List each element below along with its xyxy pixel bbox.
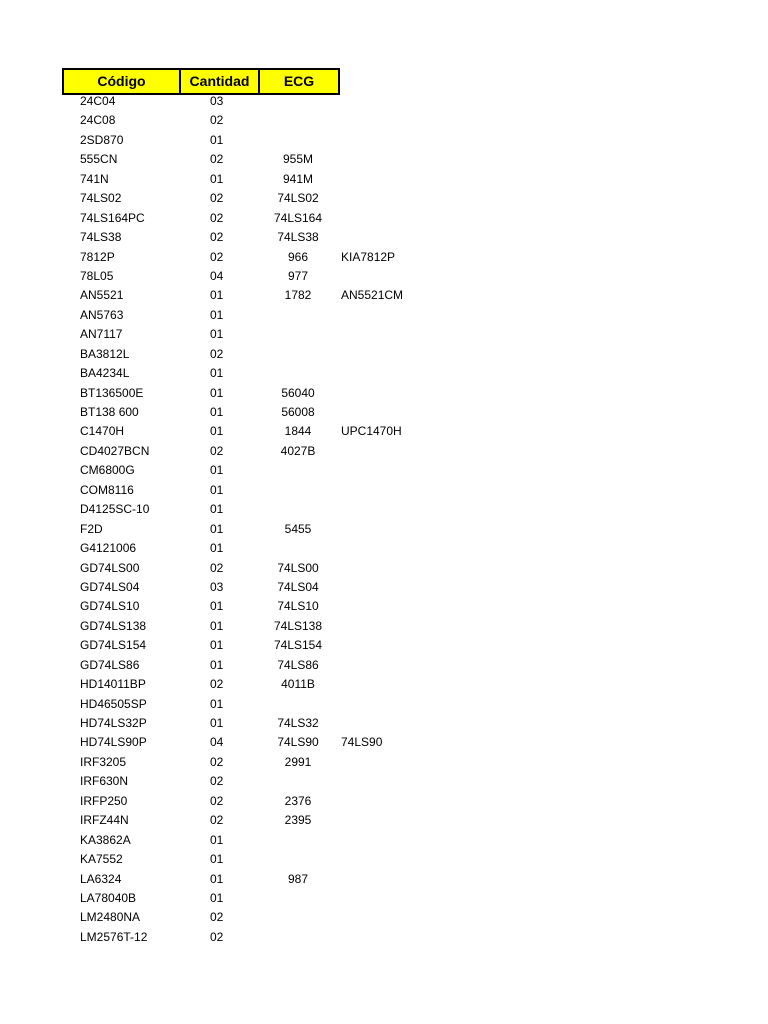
- cell-ecg: [258, 364, 338, 383]
- cell-codigo: G4121006: [80, 541, 137, 556]
- cell-cantidad: 01: [210, 541, 224, 556]
- table-row: [62, 831, 458, 850]
- cell-extra: [338, 811, 458, 830]
- cell-codigo: LM2480NA: [80, 910, 141, 925]
- cell-cantidad: 02: [210, 813, 224, 828]
- cell-ecg: [258, 481, 338, 500]
- cell-extra: [338, 92, 458, 111]
- cell-extra: [338, 111, 458, 130]
- cell-codigo: 74LS38: [80, 230, 122, 245]
- cell-extra: [338, 325, 458, 344]
- cell-ecg: 1844: [284, 424, 312, 439]
- cell-cantidad: 02: [210, 560, 224, 575]
- cell-extra: [338, 559, 458, 578]
- cell-ecg: 74LS02: [277, 191, 319, 206]
- cell-codigo: GD74LS04: [80, 579, 140, 594]
- cell-codigo: IRFP250: [80, 793, 128, 808]
- cell-ecg: [258, 539, 338, 558]
- header-codigo: Código: [64, 70, 181, 93]
- cell-ecg: 4011B: [281, 677, 315, 692]
- cell-ecg: 74LS154: [273, 638, 323, 653]
- table-row: [62, 908, 458, 927]
- cell-ecg: 2991: [284, 754, 312, 769]
- cell-codigo: BT136500E: [80, 385, 144, 400]
- cell-extra: [338, 228, 458, 247]
- cell-cantidad: 01: [210, 696, 224, 711]
- table-row: [62, 306, 458, 325]
- cell-extra: [338, 345, 458, 364]
- cell-cantidad: 01: [210, 385, 224, 400]
- table-row: [62, 578, 458, 597]
- cell-extra: KIA7812P: [341, 249, 396, 264]
- cell-codigo: KA3862A: [80, 832, 131, 847]
- cell-extra: [338, 889, 458, 908]
- cell-ecg: 1782: [284, 288, 312, 303]
- table-row: [62, 695, 458, 714]
- table-row: [62, 597, 458, 616]
- cell-extra: AN5521CM: [341, 288, 404, 303]
- cell-ecg: [258, 461, 338, 480]
- cell-cantidad: 01: [210, 852, 224, 867]
- cell-cantidad: 01: [210, 366, 224, 381]
- table-row: [62, 792, 458, 811]
- cell-codigo: CD4027BCN: [80, 443, 150, 458]
- cell-cantidad: 01: [210, 482, 224, 497]
- table-row: [62, 170, 458, 189]
- cell-codigo: GD74LS138: [80, 618, 147, 633]
- cell-ecg: [258, 325, 338, 344]
- cell-extra: [338, 267, 458, 286]
- cell-extra: [338, 675, 458, 694]
- cell-ecg: 74LS164: [273, 210, 323, 225]
- cell-codigo: 741N: [80, 171, 109, 186]
- cell-cantidad: 01: [210, 307, 224, 322]
- cell-ecg: [258, 695, 338, 714]
- cell-ecg: [258, 500, 338, 519]
- cell-extra: [338, 209, 458, 228]
- table-row: [62, 92, 458, 111]
- cell-extra: [338, 850, 458, 869]
- cell-cantidad: 01: [210, 327, 224, 342]
- cell-cantidad: 01: [210, 132, 224, 147]
- cell-cantidad: 02: [210, 210, 224, 225]
- table-row: [62, 403, 458, 422]
- table-row: [62, 870, 458, 889]
- cell-ecg: [258, 889, 338, 908]
- cell-codigo: LA78040B: [80, 890, 137, 905]
- cell-codigo: 7812P: [80, 249, 115, 264]
- cell-codigo: LA6324: [80, 871, 122, 886]
- cell-extra: [338, 831, 458, 850]
- cell-codigo: COM8116: [80, 482, 134, 497]
- table-body: [62, 92, 458, 947]
- cell-extra: [338, 870, 458, 889]
- cell-cantidad: 01: [210, 463, 224, 478]
- cell-extra: [338, 461, 458, 480]
- cell-ecg: [258, 131, 338, 150]
- cell-ecg: [258, 772, 338, 791]
- cell-ecg: [258, 928, 338, 947]
- cell-extra: [338, 617, 458, 636]
- table-row: [62, 617, 458, 636]
- cell-ecg: [258, 850, 338, 869]
- cell-cantidad: 01: [210, 288, 224, 303]
- table-row: [62, 325, 458, 344]
- inventory-sheet: [62, 68, 458, 947]
- cell-cantidad: 02: [210, 249, 224, 264]
- cell-ecg: [258, 831, 338, 850]
- cell-ecg: [258, 111, 338, 130]
- cell-codigo: 24C08: [80, 113, 116, 128]
- table-row: [62, 850, 458, 869]
- cell-extra: [338, 636, 458, 655]
- cell-ecg: 74LS10: [277, 599, 319, 614]
- cell-codigo: GD74LS86: [80, 657, 140, 672]
- cell-extra: [338, 442, 458, 461]
- cell-extra: [338, 150, 458, 169]
- table-row: [62, 889, 458, 908]
- cell-extra: [338, 189, 458, 208]
- cell-codigo: BA3812L: [80, 346, 130, 361]
- table-row: [62, 248, 458, 267]
- cell-extra: [338, 364, 458, 383]
- cell-cantidad: 01: [210, 832, 224, 847]
- table-row: [62, 520, 458, 539]
- cell-extra: [338, 170, 458, 189]
- table-row: [62, 150, 458, 169]
- cell-cantidad: 02: [210, 929, 224, 944]
- cell-cantidad: 02: [210, 774, 224, 789]
- cell-cantidad: 04: [210, 735, 224, 750]
- cell-cantidad: 02: [210, 346, 224, 361]
- cell-ecg: 74LS38: [277, 230, 319, 245]
- cell-cantidad: 01: [210, 171, 224, 186]
- cell-codigo: 24C04: [80, 94, 116, 108]
- cell-ecg: [258, 345, 338, 364]
- cell-codigo: HD74LS32P: [80, 716, 147, 730]
- table-row: [62, 811, 458, 830]
- header-ecg: ECG: [283, 73, 315, 89]
- cell-cantidad: 01: [210, 521, 224, 536]
- cell-cantidad: 02: [210, 793, 224, 808]
- cell-cantidad: 01: [210, 424, 224, 439]
- cell-codigo: KA7552: [80, 852, 123, 867]
- table-row: [62, 131, 458, 150]
- table-row: [62, 442, 458, 461]
- cell-extra: [338, 306, 458, 325]
- cell-extra: [338, 131, 458, 150]
- table-header: [62, 68, 340, 95]
- cell-cantidad: 02: [210, 113, 224, 128]
- cell-extra: [338, 695, 458, 714]
- table-row: [62, 422, 458, 441]
- cell-ecg: 941M: [282, 171, 314, 186]
- cell-codigo: BT138 600: [80, 405, 139, 419]
- cell-extra: [338, 908, 458, 927]
- table-row: [62, 461, 458, 480]
- table-row: [62, 928, 458, 947]
- cell-codigo: IRF3205: [80, 754, 127, 769]
- table-row: [62, 500, 458, 519]
- cell-extra: [338, 520, 458, 539]
- cell-extra: [338, 578, 458, 597]
- cell-extra: [338, 403, 458, 422]
- table-row: [62, 267, 458, 286]
- cell-extra: UPC1470H: [341, 424, 402, 439]
- cell-codigo: 74LS164PC: [80, 210, 145, 225]
- cell-codigo: 74LS02: [80, 191, 122, 206]
- cell-cantidad: 01: [210, 599, 224, 614]
- cell-ecg: 2376: [284, 793, 312, 808]
- cell-ecg: 74LS00: [277, 560, 319, 575]
- cell-extra: [338, 481, 458, 500]
- cell-cantidad: 01: [210, 502, 224, 517]
- cell-extra: 74LS90: [341, 735, 383, 750]
- cell-extra: [338, 753, 458, 772]
- table-row: [62, 286, 458, 305]
- table-row: [62, 481, 458, 500]
- cell-ecg: 4027B: [280, 443, 316, 458]
- cell-cantidad: 01: [210, 405, 224, 419]
- cell-extra: [338, 597, 458, 616]
- table-row: [62, 189, 458, 208]
- cell-ecg: 74LS86: [277, 657, 319, 672]
- cell-cantidad: 01: [210, 871, 224, 886]
- cell-ecg: 2395: [284, 813, 312, 828]
- cell-codigo: AN5763: [80, 307, 124, 322]
- cell-ecg: 74LS04: [277, 579, 319, 594]
- cell-ecg: 74LS138: [273, 618, 323, 633]
- cell-ecg: 56040: [281, 385, 315, 400]
- cell-ecg: 74LS32: [277, 716, 319, 730]
- cell-cantidad: 01: [210, 638, 224, 653]
- cell-cantidad: 02: [210, 754, 224, 769]
- table-row: [62, 714, 458, 733]
- table-row: [62, 228, 458, 247]
- cell-ecg: 955M: [282, 152, 314, 167]
- table-row: [62, 733, 458, 752]
- cell-ecg: 74LS90: [277, 735, 319, 750]
- table-row: [62, 772, 458, 791]
- cell-ecg: [258, 306, 338, 325]
- cell-extra: [338, 928, 458, 947]
- cell-codigo: C1470H: [80, 424, 125, 439]
- cell-codigo: LM2576T-12: [80, 929, 148, 944]
- table-row: [62, 364, 458, 383]
- cell-extra: [338, 656, 458, 675]
- cell-cantidad: 02: [210, 443, 224, 458]
- table-row: [62, 111, 458, 130]
- cell-codigo: GD74LS00: [80, 560, 140, 575]
- cell-cantidad: 03: [210, 579, 224, 594]
- cell-codigo: GD74LS154: [80, 638, 147, 653]
- cell-codigo: HD14011BP: [80, 677, 146, 692]
- table-row: [62, 559, 458, 578]
- cell-cantidad: 02: [210, 677, 224, 692]
- table-row: [62, 209, 458, 228]
- cell-codigo: D4125SC-10: [80, 502, 150, 517]
- cell-cantidad: 04: [210, 268, 224, 283]
- table-row: [62, 636, 458, 655]
- cell-codigo: IRF630N: [80, 774, 129, 789]
- cell-extra: [338, 539, 458, 558]
- cell-ecg: 966: [287, 249, 309, 264]
- cell-ecg: [258, 92, 338, 111]
- table-row: [62, 753, 458, 772]
- cell-codigo: IRFZ44N: [80, 813, 129, 828]
- cell-codigo: AN5521: [80, 288, 124, 303]
- cell-cantidad: 01: [210, 890, 224, 905]
- cell-cantidad: 02: [210, 910, 224, 925]
- cell-cantidad: 01: [210, 716, 224, 730]
- table-row: [62, 345, 458, 364]
- cell-codigo: 78L05: [80, 268, 114, 283]
- table-row: [62, 539, 458, 558]
- cell-extra: [338, 772, 458, 791]
- cell-extra: [338, 384, 458, 403]
- cell-codigo: 2SD870: [80, 132, 124, 147]
- cell-codigo: BA4234L: [80, 366, 130, 381]
- cell-codigo: 555CN: [80, 152, 118, 167]
- cell-extra: [338, 792, 458, 811]
- table-row: [62, 656, 458, 675]
- cell-cantidad: 01: [210, 618, 224, 633]
- cell-codigo: CM6800G: [80, 463, 135, 478]
- table-row: [62, 675, 458, 694]
- cell-codigo: AN7117: [80, 327, 123, 342]
- cell-cantidad: 02: [210, 191, 224, 206]
- cell-codigo: GD74LS10: [80, 599, 140, 614]
- cell-extra: [338, 500, 458, 519]
- cell-cantidad: 03: [210, 94, 224, 108]
- table-row: [62, 384, 458, 403]
- cell-codigo: HD46505SP: [80, 696, 147, 711]
- cell-codigo: F2D: [80, 521, 103, 536]
- header-cantidad: Cantidad: [181, 70, 260, 93]
- cell-cantidad: 02: [210, 152, 224, 167]
- cell-cantidad: 02: [210, 230, 224, 245]
- cell-cantidad: 01: [210, 657, 224, 672]
- cell-extra: [338, 714, 458, 733]
- cell-ecg: 977: [287, 268, 309, 283]
- cell-ecg: 987: [287, 871, 309, 886]
- cell-codigo: HD74LS90P: [80, 735, 147, 750]
- cell-ecg: 5455: [284, 521, 312, 536]
- cell-ecg: 56008: [281, 405, 315, 419]
- cell-ecg: [258, 908, 338, 927]
